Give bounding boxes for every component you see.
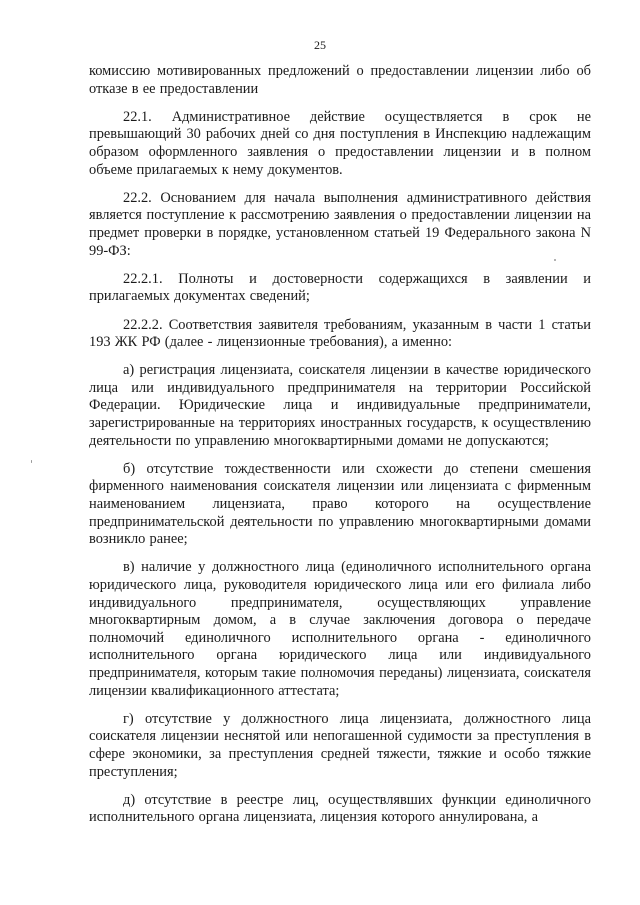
scan-speck: [31, 460, 32, 463]
paragraph-22-2: 22.2. Основанием для начала выполнения административного действия является поступление к рассмотрению заявления о предоставлении лицензии на предмет проверки в порядке, установленном статьей 19 Федерального закона N 99-ФЗ:: [89, 189, 591, 259]
page-number: 25: [314, 38, 326, 52]
paragraph-22-2-1: 22.2.1. Полноты и достоверности содержащихся в заявлении и прилагаемых документах сведений;: [89, 270, 591, 305]
list-item-a: а) регистрация лицензиата, соискателя лицензии в качестве юридического лица или индивидуального предпринимателя на территории Российской Федерации. Юридические лица и индивидуальные предприниматели, зарегистрированные на территориях иностранных государств, к осуществлению деятельности по управлению многоквартирными домами не допускаются;: [89, 362, 591, 449]
paragraph-22-1: 22.1. Административное действие осуществляется в срок не превышающий 30 рабочих дней со дня поступления в Инспекцию надлежащим образом оформленного заявления о предоставлении лицензии и в полном объеме прилагаемых к нему документов.: [89, 108, 591, 178]
paragraph-22-2-2: 22.2.2. Соответствия заявителя требованиям, указанным в части 1 статьи 193 ЖК РФ (далее - лицензионные требования), а именно:: [89, 316, 591, 351]
list-item-d: д) отсутствие в реестре лиц, осуществлявших функции единоличного исполнительного органа лицензиата, лицензия которого аннулирована, а: [89, 791, 591, 826]
scan-speck: [554, 259, 556, 261]
document-body: [89, 63, 591, 838]
list-item-g: г) отсутствие у должностного лица лицензиата, должностного лица соискателя лицензии неснятой или непогашенной судимости за преступления в сфере экономики, за преступления средней тяжести, тяжкие и особо тяжкие преступления;: [89, 710, 591, 780]
list-item-b: б) отсутствие тождественности или схожести до степени смешения фирменного наименования соискателя лицензии или лицензиата с фирменным наименованием лицензиата, право которого на осуществление предпринимательской деятельности по управлению многоквартирными домами возникло ранее;: [89, 460, 591, 548]
paragraph-continuation: комиссию мотивированных предложений о предоставлении лицензии либо об отказе в ее предоставлении: [89, 63, 591, 97]
list-item-v: в) наличие у должностного лица (единоличного исполнительного органа юридического лица, руководителя юридического лица или его филиала либо индивидуального предпринимателя, осуществляющих управление многоквартирным домом, а в случае заключения договора о передаче полномочий единоличного исполнительного органа - единоличного исполнительного органа юридического лица или индивидуального предпринимателя, которым такие полномочия переданы) лицензиата, соискателя лицензии квалификационного аттестата;: [89, 559, 591, 699]
